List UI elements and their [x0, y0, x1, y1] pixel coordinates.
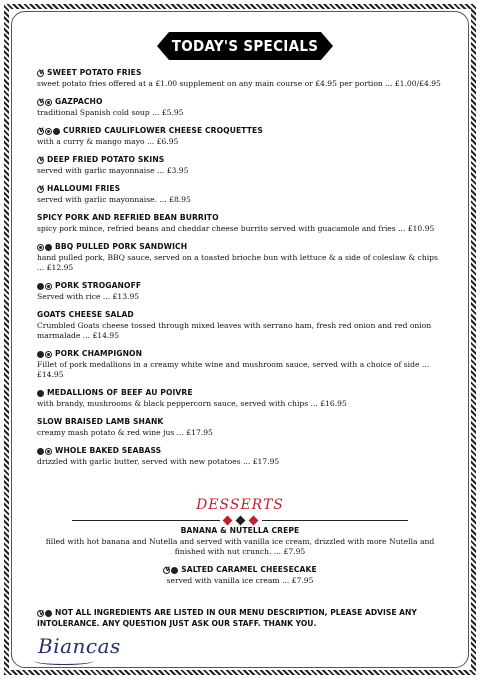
menu-item	[37, 446, 447, 467]
dairy-free-icon	[45, 99, 52, 106]
menu-item	[37, 126, 447, 147]
desserts-heading: DESSERTS	[196, 497, 284, 513]
menu-item-desc: traditional Spanish cold soup ... £5.95	[37, 108, 184, 117]
menu-item-name: GAZPACHO	[55, 97, 103, 106]
gluten-free-icon	[37, 390, 44, 397]
menu-item	[37, 310, 447, 341]
menu-item-desc: Served with rice ... £13.95	[37, 292, 140, 301]
logo-text: Biancas	[38, 634, 121, 658]
menu-item	[37, 68, 447, 89]
menu-item-name: WHOLE BAKED SEABASS	[55, 446, 162, 455]
menu-item-name: MEDALLIONS OF BEEF AU POIVRE	[47, 388, 193, 397]
dietary-icons	[37, 349, 53, 359]
menu-item	[37, 349, 447, 380]
dietary-icons	[37, 242, 53, 252]
vegetarian-icon	[163, 567, 170, 574]
vegetarian-icon	[37, 610, 44, 617]
gluten-free-icon	[37, 283, 44, 290]
menu-item-desc: spicy pork mince, refried beans and cheddar cheese burrito served with guacamole and fries ... £10.95	[37, 224, 435, 233]
dessert-item	[40, 565, 440, 586]
dietary-icons	[37, 155, 45, 165]
menu-item-desc: with brandy, mushrooms & black peppercorn sauce, served with chips ... £16.95	[37, 399, 347, 408]
dietary-icons	[37, 126, 61, 136]
menu-item-desc: served with garlic mayonnaise ... £3.95	[37, 166, 189, 175]
menu-item-desc: Crumbled Goats cheese tossed through mixed leaves with serrano ham, fresh red onion and red onion marmalade ... £14.95	[37, 321, 432, 340]
gluten-free-icon	[45, 244, 52, 251]
menu-item-name: SWEET POTATO FRIES	[47, 68, 142, 77]
page-title: TODAY'S SPECIALS	[169, 32, 321, 60]
gluten-free-icon	[45, 610, 52, 617]
menu-item	[37, 281, 447, 302]
menu-item-name: CURRIED CAULIFLOWER CHEESE CROQUETTES	[63, 126, 263, 135]
dietary-icons	[37, 446, 53, 456]
gluten-free-icon	[37, 448, 44, 455]
allergy-notice	[37, 607, 447, 629]
menu-item-name: DEEP FRIED POTATO SKINS	[47, 155, 165, 164]
desserts-divider	[72, 516, 408, 526]
specials-list	[37, 68, 447, 475]
dairy-free-icon	[45, 283, 52, 290]
dietary-icons	[37, 68, 45, 78]
dairy-free-icon	[45, 351, 52, 358]
menu-item	[37, 155, 447, 176]
menu-item	[37, 388, 447, 409]
dessert-item	[40, 526, 440, 557]
logo-swoosh	[34, 657, 94, 665]
dessert-name: SALTED CARAMEL CHEESECAKE	[181, 565, 317, 574]
dessert-name: BANANA & NUTELLA CREPE	[180, 526, 300, 535]
vegetarian-icon	[37, 157, 44, 164]
dietary-icons	[37, 97, 53, 107]
gluten-free-icon	[53, 128, 60, 135]
menu-item	[37, 97, 447, 118]
menu-item-desc: drizzled with garlic butter, served with new potatoes ... £17.95	[37, 457, 280, 466]
dietary-icons	[37, 281, 53, 291]
dietary-icons	[163, 565, 179, 575]
dairy-free-icon	[45, 128, 52, 135]
dietary-icons	[37, 184, 45, 194]
dessert-desc: filled with hot banana and Nutella and served with vanilla ice cream, drizzled with more Nutella and finished with nut crunch. ... £7.95	[45, 537, 435, 556]
dietary-icons	[37, 607, 53, 618]
dairy-free-icon	[37, 244, 44, 251]
menu-item-name: PORK STROGANOFF	[55, 281, 142, 290]
menu-item-desc: Fillet of pork medallions in a creamy white wine and mushroom sauce, served with a choice of side ... £14.95	[37, 360, 430, 379]
menu-item-name: GOATS CHEESE SALAD	[37, 310, 134, 319]
menu-item-name: SLOW BRAISED LAMB SHANK	[37, 417, 164, 426]
menu-item-name: PORK CHAMPIGNON	[55, 349, 143, 358]
dairy-free-icon	[45, 448, 52, 455]
dietary-icons	[37, 388, 45, 398]
menu-item-name: BBQ PULLED PORK SANDWICH	[55, 242, 188, 251]
menu-item-desc: sweet potato fries offered at a £1.00 supplement on any main course or £4.95 per portion ... £1.00/£4.95	[37, 79, 441, 88]
menu-item-desc: creamy mash potato & red wine jus ... £17.95	[37, 428, 213, 437]
menu-item	[37, 417, 447, 438]
vegetarian-icon	[37, 70, 44, 77]
menu-item-name: SPICY PORK AND REFRIED BEAN BURRITO	[37, 213, 219, 222]
vegetarian-icon	[37, 128, 44, 135]
menu-item	[37, 242, 447, 273]
menu-item-desc: with a curry & mango mayo ... £6.95	[37, 137, 179, 146]
menu-item-name: HALLOUMI FRIES	[47, 184, 121, 193]
vegetarian-icon	[37, 186, 44, 193]
gluten-free-icon	[37, 351, 44, 358]
menu-item-desc: served with garlic mayonnaise. ... £8.95	[37, 195, 191, 204]
logo	[28, 634, 121, 664]
gluten-free-icon	[171, 567, 178, 574]
menu-item-desc: hand pulled pork, BBQ sauce, served on a toasted brioche bun with lettuce & a side of coleslaw & chips ... £12.95	[37, 253, 438, 272]
menu-item	[37, 213, 447, 234]
dessert-desc: served with vanilla ice cream ... £7.95	[166, 576, 314, 585]
menu-item	[37, 184, 447, 205]
vegetarian-icon	[37, 99, 44, 106]
allergy-notice-text: NOT ALL INGREDIENTS ARE LISTED IN OUR MENU DESCRIPTION, PLEASE ADVISE ANY INTOLERANCE. ANY QUESTION JUST ASK OUR STAFF. THANK YOU.	[37, 608, 417, 628]
